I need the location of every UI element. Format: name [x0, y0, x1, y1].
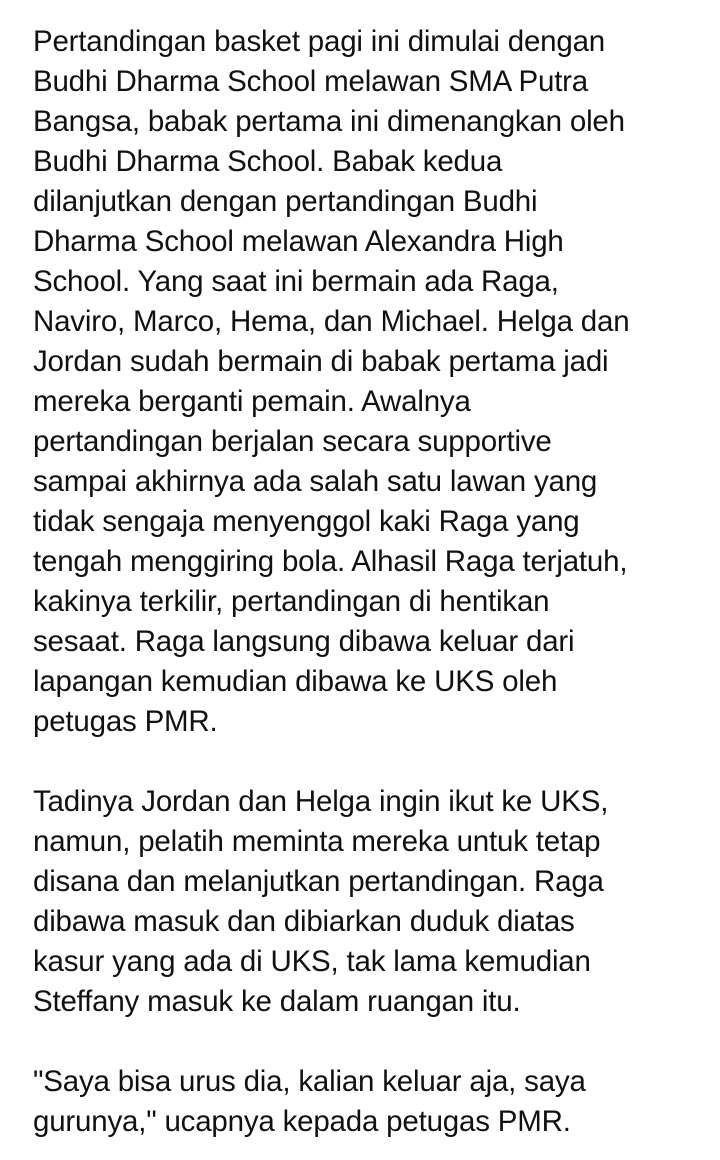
text-line: dibawa masuk dan dibiarkan duduk diatas	[33, 905, 575, 938]
text-line: Jordan sudah bermain di babak pertama jadi	[33, 345, 609, 378]
text-line: "Saya bisa urus dia, kalian keluar aja, saya	[33, 1065, 586, 1098]
text-line: Bangsa, babak pertama ini dimenangkan oleh	[33, 105, 625, 138]
text-line: petugas PMR.	[33, 705, 218, 738]
text-line: pertandingan berjalan secara supportive	[33, 425, 552, 458]
text-line: kasur yang ada di UKS, tak lama kemudian	[33, 945, 591, 978]
text-line: kakinya terkilir, pertandingan di hentikan	[33, 585, 550, 618]
text-line: Pertandingan basket pagi ini dimulai dengan	[33, 25, 605, 58]
paragraph-1	[33, 22, 693, 742]
text-line: Naviro, Marco, Hema, dan Michael. Helga dan	[33, 305, 630, 338]
text-line: tengah menggiring bola. Alhasil Raga terjatuh,	[33, 545, 628, 578]
text-line: namun, pelatih meminta mereka untuk tetap	[33, 825, 601, 858]
text-line: gurunya," ucapnya kepada petugas PMR.	[33, 1105, 571, 1138]
paragraph-2	[33, 782, 693, 1022]
text-line: Steffany masuk ke dalam ruangan itu.	[33, 985, 521, 1018]
story-text	[33, 22, 693, 1142]
text-line: Budhi Dharma School melawan SMA Putra	[33, 65, 589, 98]
text-line: sesaat. Raga langsung dibawa keluar dari	[33, 625, 575, 658]
text-line: Budhi Dharma School. Babak kedua	[33, 145, 503, 178]
text-line: lapangan kemudian dibawa ke UKS oleh	[33, 665, 558, 698]
text-line: tidak sengaja menyenggol kaki Raga yang	[33, 505, 580, 538]
text-line: Dharma School melawan Alexandra High	[33, 225, 564, 258]
text-line: Tadinya Jordan dan Helga ingin ikut ke UKS,	[33, 785, 609, 818]
text-line: mereka berganti pemain. Awalnya	[33, 385, 471, 418]
text-line: disana dan melanjutkan pertandingan. Raga	[33, 865, 604, 898]
text-line: School. Yang saat ini bermain ada Raga,	[33, 265, 559, 298]
text-line: sampai akhirnya ada salah satu lawan yang	[33, 465, 598, 498]
paragraph-3	[33, 1062, 693, 1142]
text-line: dilanjutkan dengan pertandingan Budhi	[33, 185, 538, 218]
